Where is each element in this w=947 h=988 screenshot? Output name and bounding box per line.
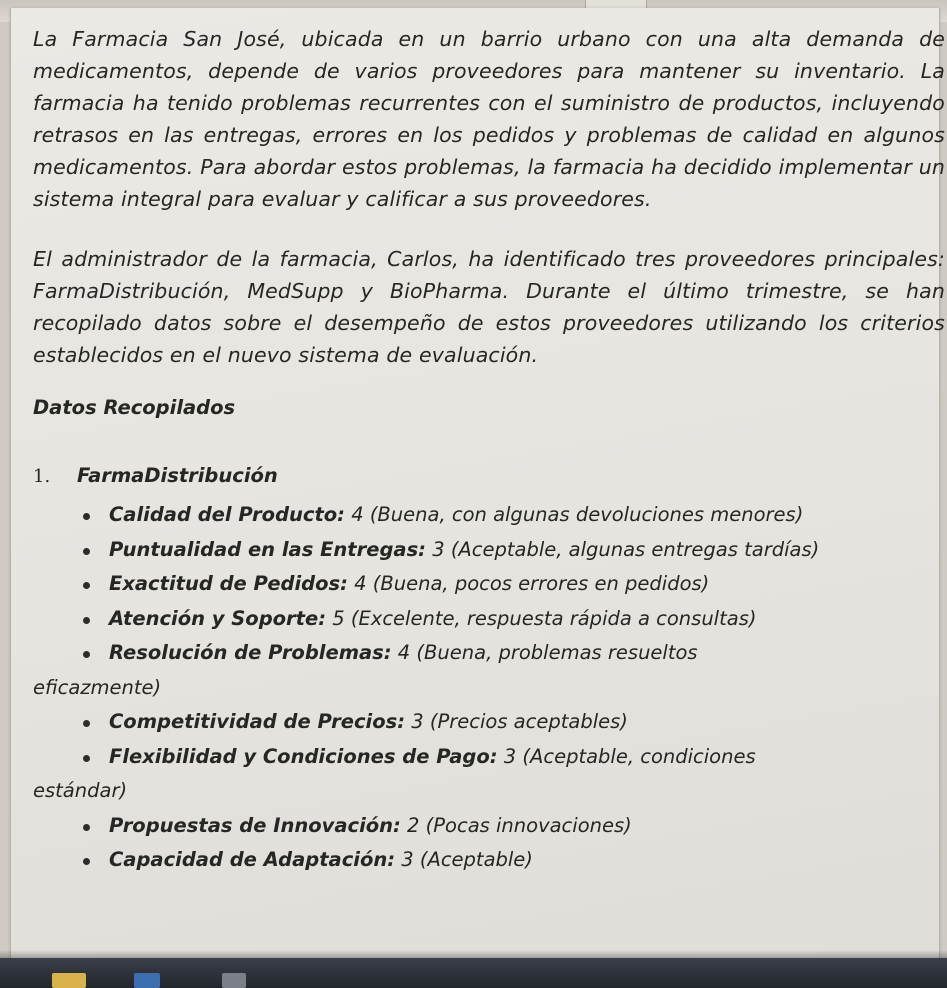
bullet-icon (83, 858, 90, 865)
criterion-score: 3 (411, 710, 424, 733)
window-icon[interactable] (222, 973, 246, 988)
bullet-icon (83, 513, 90, 520)
bullet-icon (83, 824, 90, 831)
criterion-item (33, 567, 945, 602)
criteria-list (33, 498, 945, 878)
criterion-note: (Precios aceptables) (429, 710, 628, 733)
bullet-icon (83, 720, 90, 727)
bullet-icon (83, 617, 90, 624)
bullet-icon (83, 755, 90, 762)
criterion-item (33, 843, 945, 878)
intro-paragraph: La Farmacia San José, ubicada en un barrio urbano con una alta demanda de medicamentos, depende de varios proveedores para mantener su inventario. La farmacia ha tenido problemas recurrentes con el suministro de productos, incluyendo retrasos en las entregas, errores en los pedidos y problemas de calidad en algunos medicamentos. Para abordar estos problemas, la farmacia ha decidido implementar un sistema integral para evaluar y calificar a sus proveedores. (33, 27, 945, 211)
criterion-score: 4 (354, 572, 367, 595)
criterion-label: Competitividad de Precios: (109, 710, 406, 733)
criterion-label: Puntualidad en las Entregas: (109, 537, 426, 561)
criterion-note: (Aceptable, algunas entregas tardías) (450, 537, 820, 561)
bullet-icon (83, 651, 90, 658)
criterion-item (33, 740, 945, 809)
criterion-item (33, 498, 945, 533)
criterion-note-continuation: estándar) (33, 779, 128, 802)
criterion-note: (Aceptable, condiciones (522, 744, 756, 768)
provider-number: 1. (33, 466, 51, 487)
criterion-item (33, 533, 945, 568)
criterion-label: Flexibilidad y Condiciones de Pago: (109, 744, 498, 768)
criterion-label: Resolución de Problemas: (109, 641, 392, 664)
criterion-score: 4 (351, 503, 364, 526)
provider-list (33, 461, 945, 878)
criterion-item (33, 636, 945, 705)
document-page (10, 8, 945, 958)
criterion-item (33, 705, 945, 740)
criterion-note: (Buena, con algunas devoluciones menores) (369, 503, 804, 526)
provider-title (33, 461, 945, 492)
criterion-label: Propuestas de Innovación: (109, 813, 401, 837)
criterion-label: Atención y Soporte: (109, 606, 327, 630)
criterion-score: 3 (503, 744, 517, 768)
criterion-score: 4 (397, 641, 411, 664)
criterion-note: (Buena, pocos errores en pedidos) (372, 572, 710, 595)
criterion-note: (Pocas innovaciones) (425, 813, 632, 837)
criterion-score: 5 (332, 606, 345, 630)
criterion-item (33, 602, 945, 637)
criterion-note-continuation: eficazmente) (33, 675, 162, 699)
criterion-label: Capacidad de Adaptación: (109, 848, 396, 871)
criterion-item (33, 809, 945, 844)
criterion-score: 3 (432, 537, 445, 561)
app-icon[interactable] (134, 973, 160, 988)
criterion-note: (Excelente, respuesta rápida a consultas) (350, 606, 757, 630)
section-heading: Datos Recopilados (33, 396, 236, 419)
folder-icon[interactable] (52, 973, 86, 988)
criterion-score: 2 (407, 813, 420, 837)
provider-name: FarmaDistribución (77, 464, 278, 487)
bullet-icon (83, 548, 90, 555)
context-paragraph: El administrador de la farmacia, Carlos, ha identificado tres proveedores principales: FarmaDistribución, MedSupp y BioPharma. Durante el último trimestre, se han recopilado datos sobre el desempeño de estos proveedores utilizando los criterios establecidos en el nuevo sistema de evaluación. (33, 247, 945, 367)
criterion-score: 3 (401, 848, 414, 871)
criterion-label: Exactitud de Pedidos: (109, 572, 348, 595)
provider-item (33, 461, 945, 878)
criterion-note: (Buena, problemas resueltos (416, 641, 698, 664)
criterion-label: Calidad del Producto: (109, 503, 345, 526)
bullet-icon (83, 582, 90, 589)
document-content (33, 23, 945, 878)
criterion-note: (Aceptable) (419, 848, 533, 871)
